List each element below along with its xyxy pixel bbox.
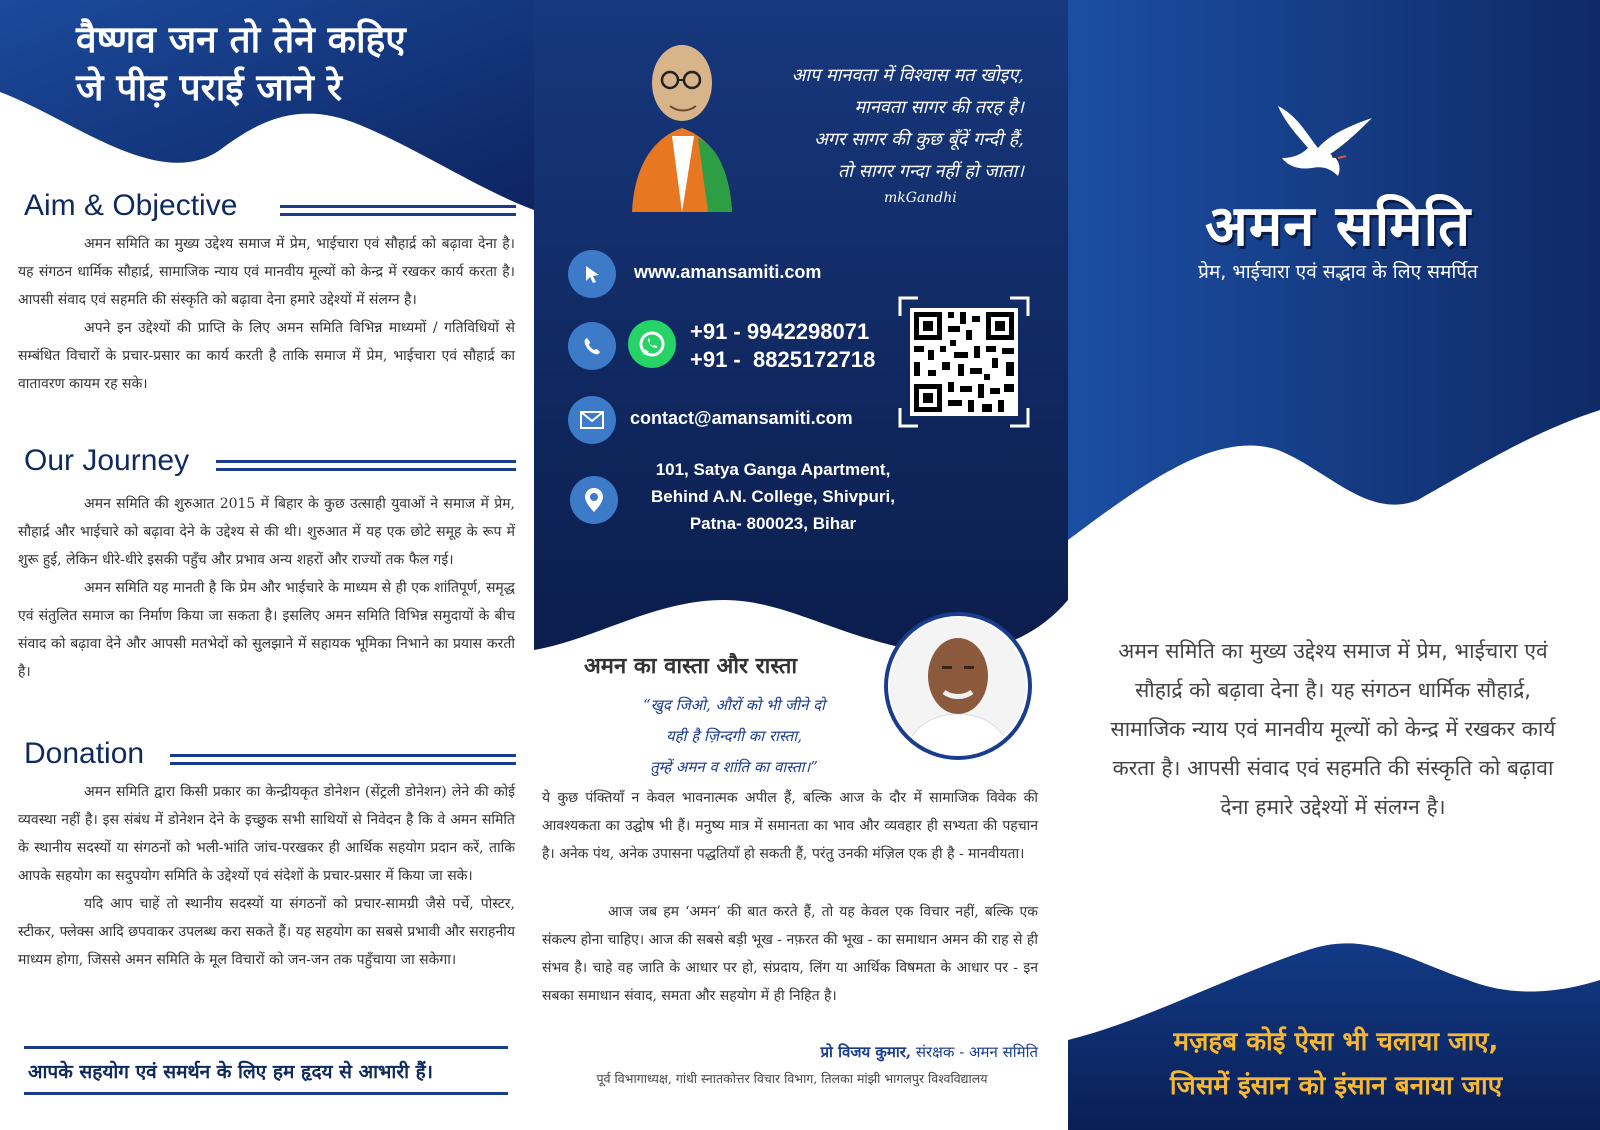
email-link[interactable]: contact@amansamiti.com bbox=[630, 408, 853, 428]
gandhi-portrait bbox=[612, 28, 752, 212]
address-line-3: Patna- 800023, Bihar bbox=[689, 514, 857, 533]
right-panel bbox=[1068, 0, 1600, 1130]
address-line-2: Behind A.N. College, Shivpuri, bbox=[650, 487, 895, 506]
couplet-line-2: जिसमें इंसान को इंसान बनाया जाए bbox=[1169, 1071, 1503, 1101]
author-role: संरक्षक - अमन समिति bbox=[915, 1043, 1038, 1061]
thanks-rule-top bbox=[24, 1046, 508, 1049]
journey-heading-rule bbox=[216, 460, 516, 471]
middle-paragraph-2-text: आज जब हम ‘अमन’ की बात करते हैं, तो यह केवल एक विचार नहीं, बल्कि एक संकल्प होना चाहिए। आज की सबसे बड़ी भूख - नफ़रत की भूख - का समाधान अमन की राह से ही संभव है। चाहे वह जाति के आधार पर हो, संप्रदाय, लिंग या आर्थिक विषमता के आधार पर - इन सबका समाधान संवाद, समता और सहयोग में ही निहित है। bbox=[542, 904, 1038, 1004]
poem-line-3: तुम्हें अमन व शांति का वास्ता।” bbox=[650, 758, 818, 776]
middle-heading: अमन का वास्ता और रास्ता bbox=[584, 654, 798, 679]
quote-line-4: तो सागर गन्दा नहीं हो जाता। bbox=[838, 161, 1024, 182]
location-pin-icon bbox=[570, 476, 618, 524]
phone-numbers bbox=[690, 318, 875, 374]
couplet bbox=[1086, 1020, 1586, 1108]
website-link[interactable]: www.amansamiti.com bbox=[634, 262, 822, 282]
middle-panel bbox=[534, 0, 1068, 1130]
quote-line-3: अगर सागर की कुछ बूँदें गन्दी हैं, bbox=[814, 129, 1024, 150]
poem bbox=[584, 690, 884, 783]
gandhi-quote bbox=[734, 60, 1024, 188]
middle-paragraph-1 bbox=[542, 784, 1038, 868]
thanks-rule-bottom bbox=[24, 1092, 508, 1095]
brand-tagline: प्रेम, भाईचारा एवं सद्भाव के लिए समर्पित bbox=[1198, 261, 1478, 283]
poem-line-1: “खुद जिओ, औरों को भी जीने दो bbox=[642, 696, 826, 714]
aim-heading: Aim & Objective bbox=[24, 188, 251, 224]
dove-icon bbox=[1268, 96, 1378, 186]
author-description: पूर्व विभागाध्यक्ष, गांधी स्नातकोत्तर विचार विभाग, तिलका मांझी भागलपुर विश्वविद्यालय bbox=[596, 1071, 988, 1086]
hero-title bbox=[76, 16, 516, 112]
journey-paragraph-1: अमन समिति की शुरुआत 2015 में बिहार के कुछ उत्साही युवाओं ने समाज में प्रेम, सौहार्द्र और भाईचारे को बढ़ावा देने के उद्देश्य से की थी। शुरुआत में यह एक छोटे समूह के रूप में शुरू हुई, लेकिन धीरे-धीरे इसकी पहुँच और प्रभाव अन्य शहरों और राज्यों तक फैल गई। bbox=[18, 496, 515, 568]
author-portrait bbox=[882, 610, 1034, 762]
aim-paragraph-1: अमन समिति का मुख्य उद्देश्य समाज में प्रेम, भाईचारा एवं सौहार्द्र को बढ़ावा देना है। यह संगठन धार्मिक सौहार्द्र, सामाजिक न्याय एवं मानवीय मूल्यों को केन्द्र में रखकर कार्य करता है। आपसी संवाद एवं सहमति की संस्कृति को बढ़ावा देना हमारे उद्देश्यों में संलग्न है। bbox=[18, 236, 515, 308]
address-line-1: 101, Satya Ganga Apartment, bbox=[655, 460, 891, 479]
phone-number-1[interactable]: +91 - 9942298071 bbox=[690, 319, 870, 344]
right-body-text: अमन समिति का मुख्य उद्देश्य समाज में प्रेम, भाईचारा एवं सौहार्द्र को बढ़ावा देना है। यह संगठन धार्मिक सौहार्द्र, सामाजिक न्याय एवं मानवीय मूल्यों को केन्द्र में रखकर कार्य करता है। आपसी संवाद एवं सहमति की संस्कृति को बढ़ावा देना हमारे उद्देश्यों में संलग्न है। bbox=[1110, 639, 1556, 819]
left-panel bbox=[0, 0, 534, 1130]
donation-heading: Donation bbox=[24, 736, 158, 772]
hero-title-line-1: वैष्णव जन तो तेने कहिए bbox=[76, 18, 406, 61]
phone-icon bbox=[568, 322, 616, 370]
aim-paragraph-2: अपने इन उद्देश्यों की प्राप्ति के लिए अमन समिति विभिन्न माध्यमों / गतिविधियों से सम्बंधित विचारों के प्रचार-प्रसार का कार्य करती है ताकि समाज में प्रेम, भाईचारा एवं सौहार्द्र का वातावरण कायम रह सके। bbox=[18, 320, 515, 392]
aim-heading-rule bbox=[280, 205, 516, 216]
gandhi-signature: mkGandhi bbox=[884, 190, 957, 206]
journey-paragraph-2: अमन समिति यह मानती है कि प्रेम और भाईचारे के माध्यम से ही एक शांतिपूर्ण, समृद्ध एवं संतुलित समाज का निर्माण किया जा सकता है। इसलिए अमन समिति विभिन्न समुदायों के बीच संवाद को बढ़ावा देने और आपसी मतभेदों को सुलझाने में सहायक भूमिका निभाने का प्रयास करती है। bbox=[18, 580, 515, 680]
aim-text bbox=[18, 230, 515, 398]
thanks-text: आपके सहयोग एवं समर्थन के लिए हम हृदय से आभारी हैं। bbox=[28, 1061, 433, 1083]
author-credit bbox=[820, 1042, 1038, 1062]
donation-text bbox=[18, 778, 515, 974]
qr-code[interactable] bbox=[898, 296, 1030, 428]
whatsapp-icon bbox=[628, 320, 676, 368]
email-icon bbox=[568, 396, 616, 444]
middle-paragraph-1-text: ये कुछ पंक्तियाँ न केवल भावनात्मक अपील हैं, बल्कि आज के दौर में सामाजिक विवेक की आवश्यकता का उद्घोष भी हैं। मनुष्य मात्र में समानता का भाव और व्यवहार ही सभ्यता की पहचान है। अनेक पंथ, अनेक उपासना पद्धतियाँ हो सकती हैं, परंतु उनकी मंज़िल एक ही है - मानवीयता। bbox=[542, 790, 1038, 862]
donation-paragraph-1: अमन समिति द्वारा किसी प्रकार का केन्द्रीयकृत डोनेशन (सेंट्रली डोनेशन) लेने की कोई व्यवस्था नहीं है। इस संबंध में डोनेशन देने के इच्छुक सभी साथियों से निवेदन है कि वे अमन समिति के स्थानीय सदस्यों या संगठनों को भली-भांति जांच-परखकर ही आर्थिक सहयोग प्रदान करें, ताकि आपके सहयोग का सदुपयोग समिति के उद्देश्यों एवं संदेशों के प्रचार-प्रसार में किया जा सके। bbox=[18, 784, 515, 884]
brand-title: अमन समिति bbox=[1204, 194, 1472, 259]
donation-paragraph-2: यदि आप चाहें तो स्थानीय सदस्यों या संगठनों को प्रचार-सामग्री जैसे पर्चे, पोस्टर, स्टीकर, फ्लेक्स आदि छपवाकर उपलब्ध करा सकते हैं। यह सहयोग का सबसे प्रभावी और सराहनीय माध्यम होगा, जिससे अमन समिति के मूल विचारों को जन-जन तक पहुँचाया जा सकेगा। bbox=[18, 896, 515, 968]
quote-line-2: मानवता सागर की तरह है। bbox=[854, 97, 1024, 118]
journey-text bbox=[18, 490, 515, 686]
author-name: प्रो विजय कुमार, bbox=[820, 1043, 912, 1061]
middle-paragraph-2 bbox=[542, 898, 1038, 1010]
quote-line-1: आप मानवता में विश्वास मत खोइए, bbox=[791, 65, 1024, 86]
couplet-line-1: मज़हब कोई ऐसा भी चलाया जाए, bbox=[1173, 1027, 1499, 1057]
cursor-icon bbox=[568, 250, 616, 298]
hero-title-line-2: जे पीड़ पराई जाने रे bbox=[76, 66, 342, 109]
address bbox=[628, 456, 918, 537]
journey-heading: Our Journey bbox=[24, 443, 203, 479]
donation-heading-rule bbox=[170, 754, 516, 765]
poem-line-2: यही है ज़िन्दगी का रास्ता, bbox=[666, 727, 802, 745]
phone-number-2[interactable]: +91 - 8825172718 bbox=[690, 347, 876, 372]
